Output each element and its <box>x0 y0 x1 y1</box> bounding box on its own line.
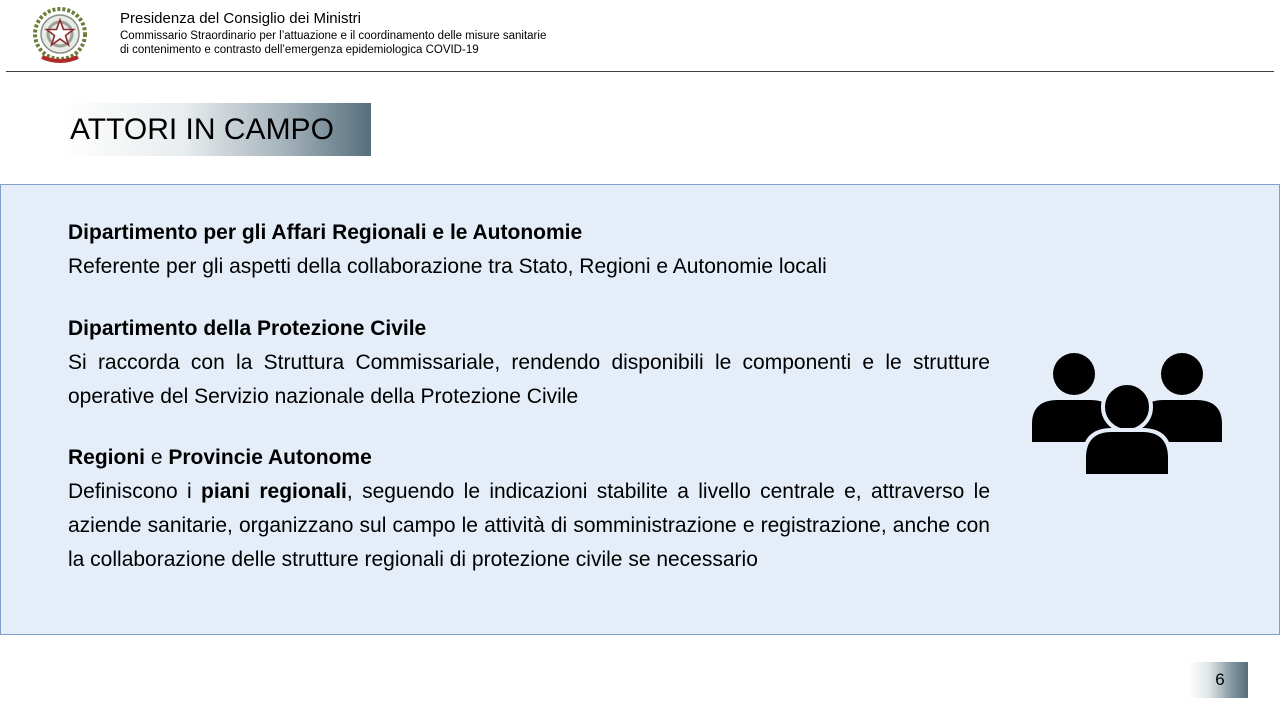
people-group-icon <box>1030 352 1224 476</box>
organization-subtitle-line1: Commissario Straordinario per l’attuazione e il coordinamento delle misure sanitarie <box>120 30 547 42</box>
actor-description-after: , seguendo le indicazioni stabilite a livello centrale e, attraverso le aziende sanitarie, organizzano sul campo le attività di somministrazione e registrazione, anche con la collaborazione delle strutture regionali di protezione civile se necessario <box>68 480 991 571</box>
actor-name-part1: Regioni <box>68 446 145 469</box>
actor-name: Dipartimento per gli Affari Regionali e le Autonomie <box>68 221 583 244</box>
header-divider <box>6 71 1274 72</box>
section-title: ATTORI IN CAMPO <box>60 103 371 156</box>
actor-description-bold: piani regionali <box>201 480 347 503</box>
actor-description: Referente per gli aspetti della collaborazione tra Stato, Regioni e Autonomie locali <box>68 255 827 278</box>
actor-block-2 <box>68 312 990 414</box>
page-number: 6 <box>1188 662 1248 698</box>
actor-name <box>68 441 990 475</box>
actor-description: Si raccorda con la Struttura Commissariale, rendendo disponibili le componenti e le strutture operative del Servizio nazionale della Protezione Civile <box>68 351 990 408</box>
italian-republic-emblem-icon <box>30 5 90 67</box>
actor-block-1 <box>68 216 990 284</box>
actor-block-3 <box>68 441 990 577</box>
actor-description <box>68 475 990 577</box>
actor-description-before: Definiscono i <box>68 480 202 503</box>
actor-name-part2: Provincie Autonome <box>168 446 372 469</box>
organization-subtitle-line2: di contenimento e contrasto dell’emergenza epidemiologica COVID-19 <box>120 44 479 56</box>
organization-title: Presidenza del Consiglio dei Ministri <box>120 10 361 27</box>
actor-name-connector: e <box>145 446 169 469</box>
actor-name: Dipartimento della Protezione Civile <box>68 317 427 340</box>
